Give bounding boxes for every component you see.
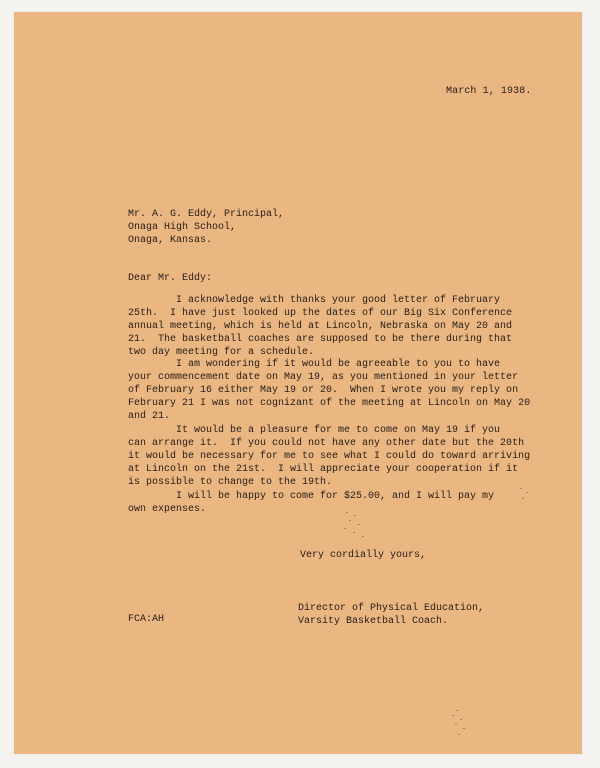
body-line: I will be happy to come for $25.00, and I will pay my	[128, 491, 495, 502]
recipient-line: Mr. A. G. Eddy, Principal,	[128, 209, 285, 220]
body-line: and 21.	[128, 411, 171, 422]
letter-page	[14, 12, 582, 754]
signature-title: Varsity Basketball Coach.	[298, 616, 449, 627]
body-line: It would be a pleasure for me to come on May 19 if you	[128, 425, 501, 436]
body-line: I am wondering if it would be agreeable to you to have	[128, 359, 501, 370]
body-line: annual meeting, which is held at Lincoln, Nebraska on May 20 and	[128, 321, 513, 332]
reference-initials: FCA:AH	[128, 614, 165, 625]
body-line: is possible to change to the 19th.	[128, 477, 333, 488]
body-line: 21. The basketball coaches are supposed to be there during that	[128, 334, 513, 345]
body-line: two day meeting for a schedule.	[128, 347, 315, 358]
body-line: 25th. I have just looked up the dates of our Big Six Conference	[128, 308, 513, 319]
body-line: at Lincoln on the 21st. I will appreciate your cooperation if it	[128, 464, 519, 475]
body-line: your commencement date on May 19, as you mentioned in your letter	[128, 372, 519, 383]
body-line: can arrange it. If you could not have any other date but the 20th	[128, 438, 525, 449]
body-line: own expenses.	[128, 504, 207, 515]
signature-block	[298, 602, 484, 628]
body-paragraph	[128, 490, 494, 516]
complimentary-close: Very cordially yours,	[300, 550, 427, 561]
body-paragraph	[128, 294, 512, 359]
body-line: I acknowledge with thanks your good letter of February	[128, 295, 501, 306]
body-line: it would be necessary for me to see what I could do toward arriving	[128, 451, 531, 462]
salutation: Dear Mr. Eddy:	[128, 273, 213, 284]
letter-date: March 1, 1938.	[446, 86, 532, 97]
body-line: February 21 I was not cognizant of the meeting at Lincoln on May 20	[128, 398, 531, 409]
body-line: of February 16 either May 19 or 20. When I wrote you my reply on	[128, 385, 519, 396]
body-paragraph	[128, 424, 530, 489]
body-paragraph	[128, 358, 530, 423]
signature-title: Director of Physical Education,	[298, 603, 485, 614]
recipient-line: Onaga High School,	[128, 222, 237, 233]
recipient-line: Onaga, Kansas.	[128, 235, 213, 246]
recipient-address	[128, 208, 284, 247]
